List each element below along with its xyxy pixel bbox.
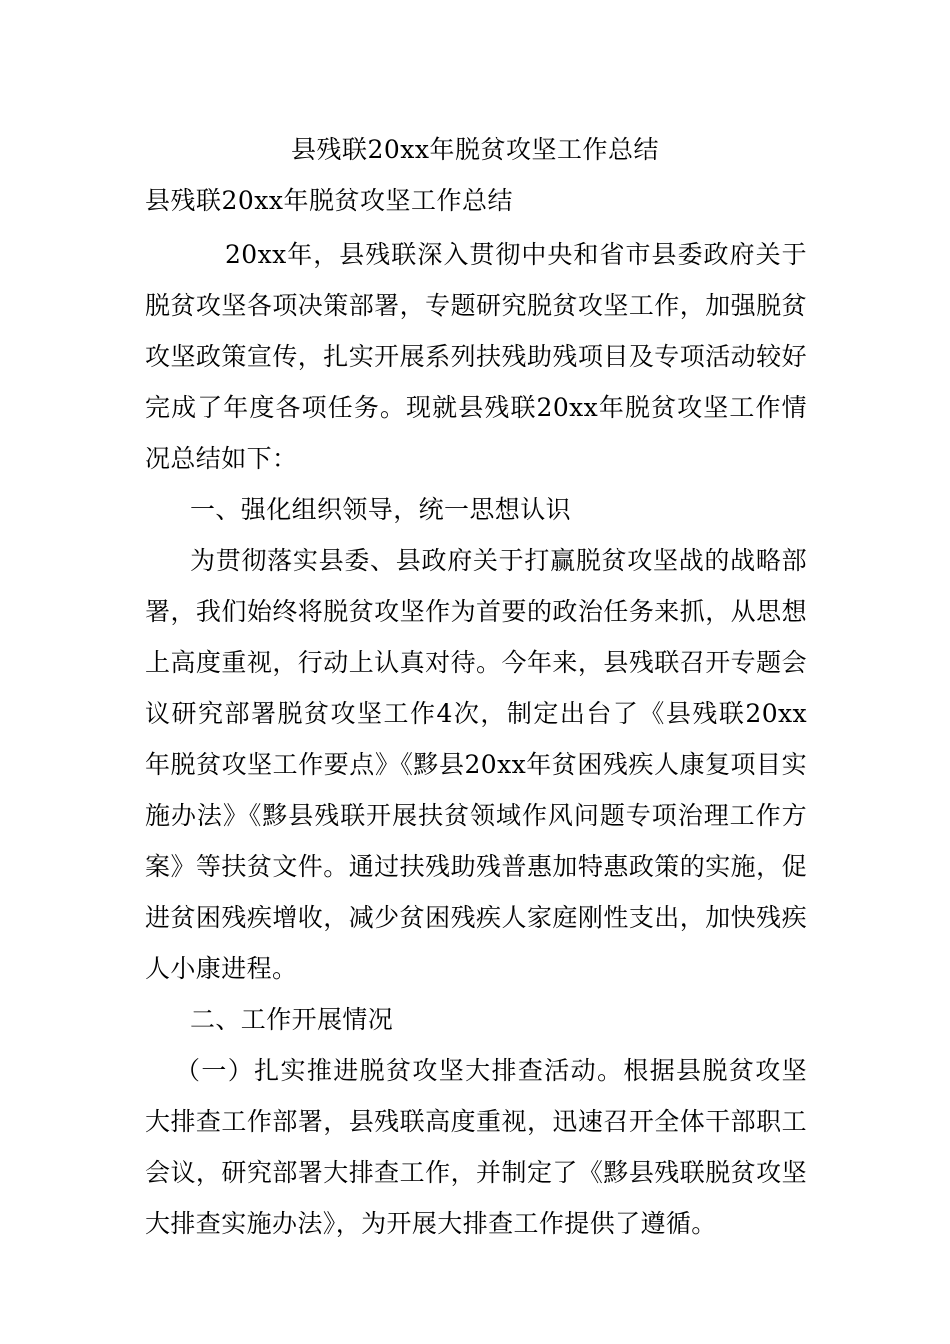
section-heading-2: 二、工作开展情况 [190, 1005, 394, 1034]
paragraph-intro: 20xx年，县残联深入贯彻中央和省市县委政府关于脱贫攻坚各项决策部署，专题研究脱贫攻坚工作，加强脱贫攻坚政策宣传，扎实开展系列扶残助残项目及专项活动较好完成了年度各项任务。现就县残联20xx年脱贫攻坚工作情况总结如下： [145, 240, 807, 473]
paragraph-section-2-item-1: （一）扎实推进脱贫攻坚大排查活动。根据县脱贫攻坚大排查工作部署，县残联高度重视，迅速召开全体干部职工会议，研究部署大排查工作，并制定了《黟县残联脱贫攻坚大排查实施办法》，为开展大排查工作提供了遵循。 [145, 1056, 807, 1238]
document-subtitle: 县残联20xx年脱贫攻坚工作总结 [145, 186, 514, 215]
paragraph-section-1: 为贯彻落实县委、县政府关于打赢脱贫攻坚战的战略部署，我们始终将脱贫攻坚作为首要的政治任务来抓，从思想上高度重视，行动上认真对待。今年来，县残联召开专题会议研究部署脱贫攻坚工作4次，制定出台了《县残联20xx年脱贫攻坚工作要点》《黟县20xx年贫困残疾人康复项目实施办法》《黟县残联开展扶贫领域作风问题专项治理工作方案》等扶贫文件。通过扶残助残普惠加特惠政策的实施，促进贫困残疾增收，减少贫困残疾人家庭刚性支出，加快残疾人小康进程。 [145, 546, 807, 983]
document-body [145, 229, 807, 1249]
document-title: 县残联20xx年脱贫攻坚工作总结 [290, 135, 659, 164]
section-heading-1: 一、强化组织领导，统一思想认识 [190, 495, 572, 524]
